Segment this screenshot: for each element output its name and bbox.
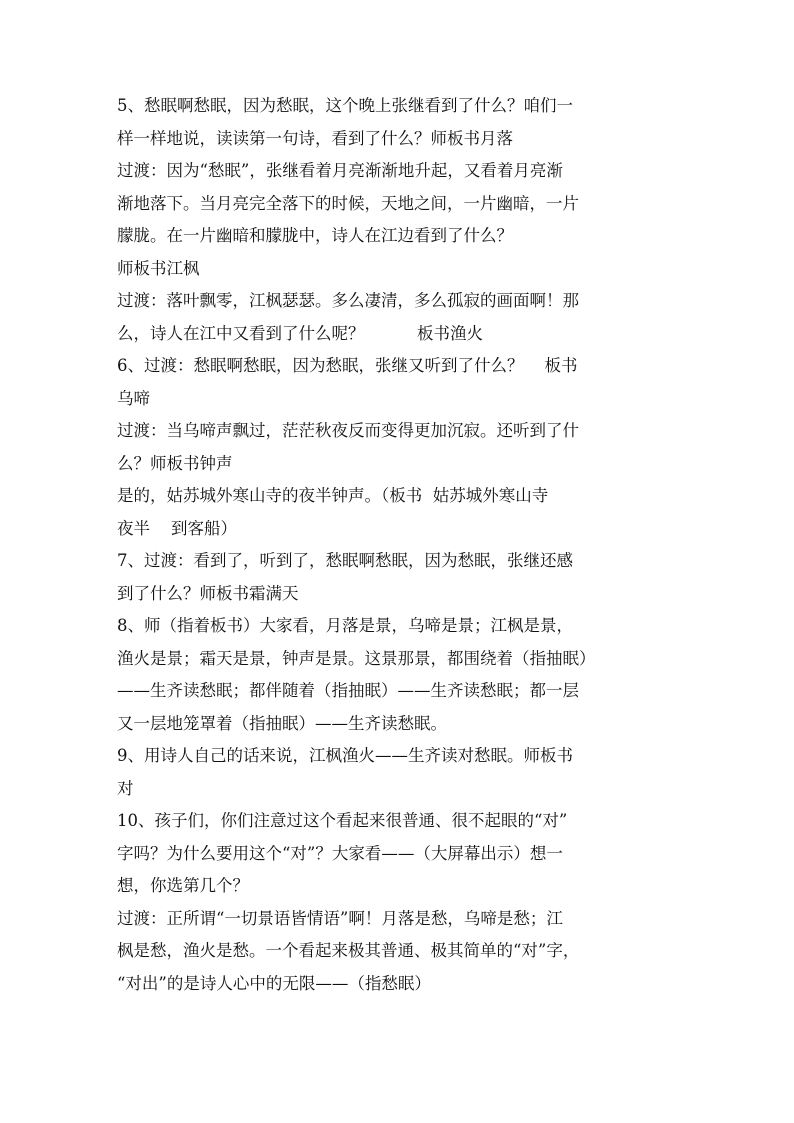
text-line: 枫是愁，渔火是愁。一个看起来极其普通、极其简单的“对”字， — [117, 941, 580, 960]
text-line: 9、用诗人自己的话来说，江枫渔火——生齐读对愁眠。师板书 — [117, 746, 573, 765]
document-body — [117, 90, 681, 1000]
text-line: 过渡：正所谓“一切景语皆情语”啊！月落是愁，乌啼是愁；江 — [117, 908, 563, 928]
text-line: 渐地落下。当月亮完全落下的时候，天地之间，一片幽暗，一片 — [117, 193, 579, 213]
text-line: 朦胧。在一片幽暗和朦胧中，诗人在江边看到了什么？ — [117, 226, 513, 245]
text-line: “对出”的是诗人心中的无限——（指愁眠） — [117, 973, 431, 993]
text-line: 6、过渡：愁眠啊愁眠，因为愁眠，张继又听到了什么？ 板书 — [117, 356, 578, 375]
text-line: 是的，姑苏城外寒山寺的夜半钟声。（板书 姑苏城外寒山寺 — [117, 486, 549, 505]
text-line: 想，你选第几个？ — [117, 876, 249, 895]
text-line: 对 — [117, 778, 134, 798]
text-line: 过渡：因为“愁眠”，张继看着月亮渐渐地升起，又看着月亮渐 — [117, 161, 563, 180]
text-line: ——生齐读愁眠；都伴随着（指抽眠）——生齐读愁眠；都一层 — [117, 681, 579, 700]
text-line: 到了什么？师板书霜满天 — [117, 583, 299, 603]
text-line: 字吗？为什么要用这个“对”？大家看——（大屏幕出示）想一 — [117, 843, 563, 863]
text-line: 5、愁眠啊愁眠，因为愁眠，这个晚上张继看到了什么？咱们一 — [117, 96, 573, 115]
text-line: 7、过渡：看到了，听到了，愁眠啊愁眠，因为愁眠，张继还感 — [117, 551, 573, 570]
text-line: 8、师（指着板书）大家看，月落是景，乌啼是景；江枫是景， — [117, 616, 573, 635]
text-line: 么？师板书钟声 — [117, 453, 233, 473]
text-line: 又一层地笼罩着（指抽眠）——生齐读愁眠。 — [117, 713, 447, 733]
text-line: 么，诗人在江中又看到了什么呢？ 板书渔火 — [117, 323, 483, 343]
text-line: 样一样地说，读读第一句诗，看到了什么？师板书月落 — [117, 128, 513, 148]
text-line: 过渡：当乌啼声飘过，茫茫秋夜反而变得更加沉寂。还听到了什 — [117, 421, 579, 440]
text-line: 渔火是景；霜天是景，钟声是景。这景那景，都围绕着（指抽眠） — [117, 648, 596, 668]
text-line: 师板书江枫 — [117, 258, 200, 278]
text-line: 乌啼 — [117, 388, 150, 408]
text-line: 10、孩子们，你们注意过这个看起来很普通、很不起眼的“对” — [117, 811, 568, 830]
text-line: 过渡：落叶飘零，江枫瑟瑟。多么凄清，多么孤寂的画面啊！那 — [117, 291, 579, 310]
text-line: 夜半 到客船） — [117, 518, 237, 538]
